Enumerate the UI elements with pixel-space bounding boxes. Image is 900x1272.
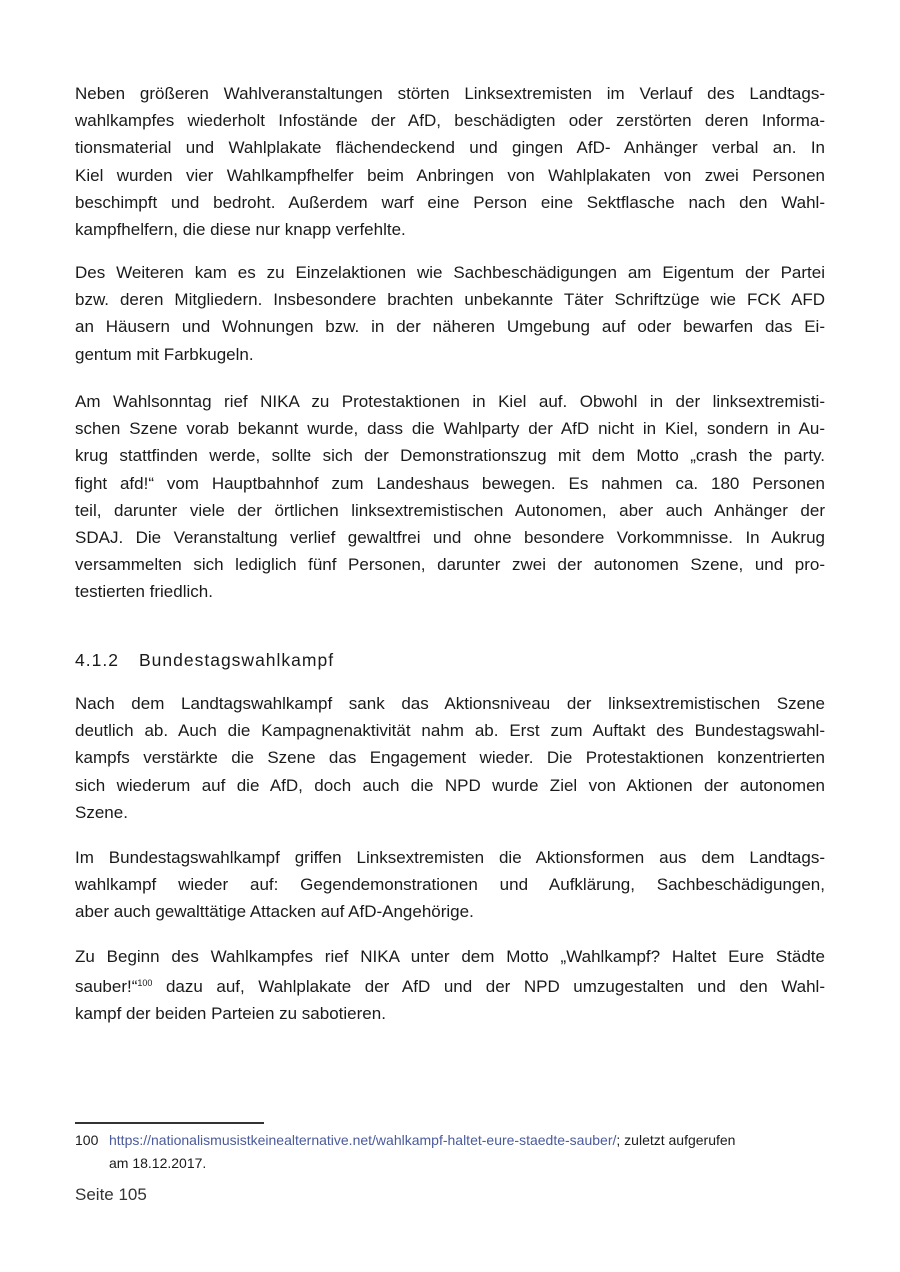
page-number: Seite 105	[75, 1185, 147, 1204]
text-fragment: sauber!“	[75, 977, 138, 997]
text-line: Zu Beginn des Wahlkampfes rief NIKA unter dem Motto „Wahlkampf? Haltet Eure Städte	[75, 947, 825, 966]
paragraph-2	[75, 259, 825, 368]
section-number: 4.1.2	[75, 650, 119, 670]
section-heading	[75, 650, 334, 671]
text-line: Im Bundestagswahlkampf griffen Linksextremisten die Aktionsformen aus dem Landtags-	[75, 848, 825, 867]
footnote-reference[interactable]: 100	[137, 978, 153, 989]
text-line: teil, darunter viele der örtlichen linksextremistischen Autonomen, aber auch Anhänger der	[75, 500, 825, 520]
text-line: krug stattfinden werde, sollte sich der Demonstrationszug mit dem Motto „crash the party.	[75, 446, 825, 466]
text-line: fight afd!“ vom Hauptbahnhof zum Landeshaus bewegen. Es nahmen ca. 180 Personen	[75, 473, 825, 493]
text-line: Neben größeren Wahlveranstaltungen störten Linksextremisten im Verlauf des Landtags-	[75, 84, 825, 103]
text-line	[75, 970, 825, 1000]
paragraph-5	[75, 844, 825, 926]
paragraph-6	[75, 943, 825, 1028]
section-title: Bundestagswahlkampf	[139, 650, 335, 670]
text-line: schen Szene vorab bekannt wurde, dass die Wahlparty der AfD nicht in Kiel, sondern in Au-	[75, 419, 825, 439]
text-line: kampfs verstärkte die Szene das Engagement wieder. Die Protestaktionen konzentrierten	[75, 748, 825, 768]
text-line: SDAJ. Die Veranstaltung verlief gewaltfrei und ohne besondere Vorkommnisse. In Aukrug	[75, 528, 825, 548]
text-line: Szene.	[75, 802, 128, 822]
footnote-number: 100	[75, 1132, 99, 1148]
text-line: aber auch gewalttätige Attacken auf AfD-Angehörige.	[75, 902, 474, 922]
text-line: bzw. deren Mitgliedern. Insbesondere brachten unbekannte Täter Schriftzüge wie FCK AFD	[75, 290, 825, 310]
text-line: versammelten sich lediglich fünf Personen, darunter zwei der autonomen Szene, und pro-	[75, 555, 825, 575]
text-line: sich wiederum auf die AfD, doch auch die NPD wurde Ziel von Aktionen der autonomen	[75, 775, 825, 795]
text-line: Nach dem Landtagswahlkampf sank das Aktionsniveau der linksextremistischen Szene	[75, 694, 825, 713]
text-line: testierten friedlich.	[75, 582, 213, 602]
footnote	[75, 1129, 825, 1175]
text-line: deutlich ab. Auch die Kampagnenaktivität nahm ab. Erst zum Auftakt des Bundestagswahl-	[75, 721, 825, 741]
text-line: tionsmaterial und Wahlplakate flächendeckend und gingen AfD- Anhänger verbal an. In	[75, 138, 825, 158]
text-line: wahlkampf wieder auf: Gegendemonstrationen und Aufklärung, Sachbeschädigungen,	[75, 875, 825, 895]
paragraph-3	[75, 388, 825, 606]
text-line: Des Weiteren kam es zu Einzelaktionen wie Sachbeschädigungen am Eigentum der Partei	[75, 263, 825, 282]
text-line: Kiel wurden vier Wahlkampfhelfer beim Anbringen von Wahlplakaten von zwei Personen	[75, 165, 825, 185]
text-fragment: dazu auf, Wahlplakate der AfD und der NPD umzugestalten und den Wahl-	[165, 977, 825, 997]
footnote-divider	[75, 1122, 264, 1124]
text-line: wahlkampfes wiederholt Infostände der AfD, beschädigten oder zerstörten deren Informa-	[75, 111, 825, 131]
paragraph-1	[75, 80, 825, 243]
footnote-link[interactable]: https://nationalismusistkeinealternative.net/wahlkampf-haltet-eure-staedte-sauber/	[109, 1132, 617, 1148]
footnote-text: ; zuletzt aufgerufen	[616, 1132, 736, 1148]
text-line: kampf der beiden Parteien zu sabotieren.	[75, 1004, 386, 1024]
text-line: gentum mit Farbkugeln.	[75, 344, 254, 364]
footnote-date: am 18.12.2017.	[109, 1155, 207, 1171]
text-line: kampfhelfern, die diese nur knapp verfehlte.	[75, 220, 406, 240]
text-line: an Häusern und Wohnungen bzw. in der näheren Umgebung auf oder bewarfen das Ei-	[75, 317, 825, 337]
text-line: Am Wahlsonntag rief NIKA zu Protestaktionen in Kiel auf. Obwohl in der linksextremisti-	[75, 392, 825, 411]
paragraph-4	[75, 690, 825, 826]
text-line: beschimpft und bedroht. Außerdem warf eine Person eine Sektflasche nach den Wahl-	[75, 192, 825, 212]
